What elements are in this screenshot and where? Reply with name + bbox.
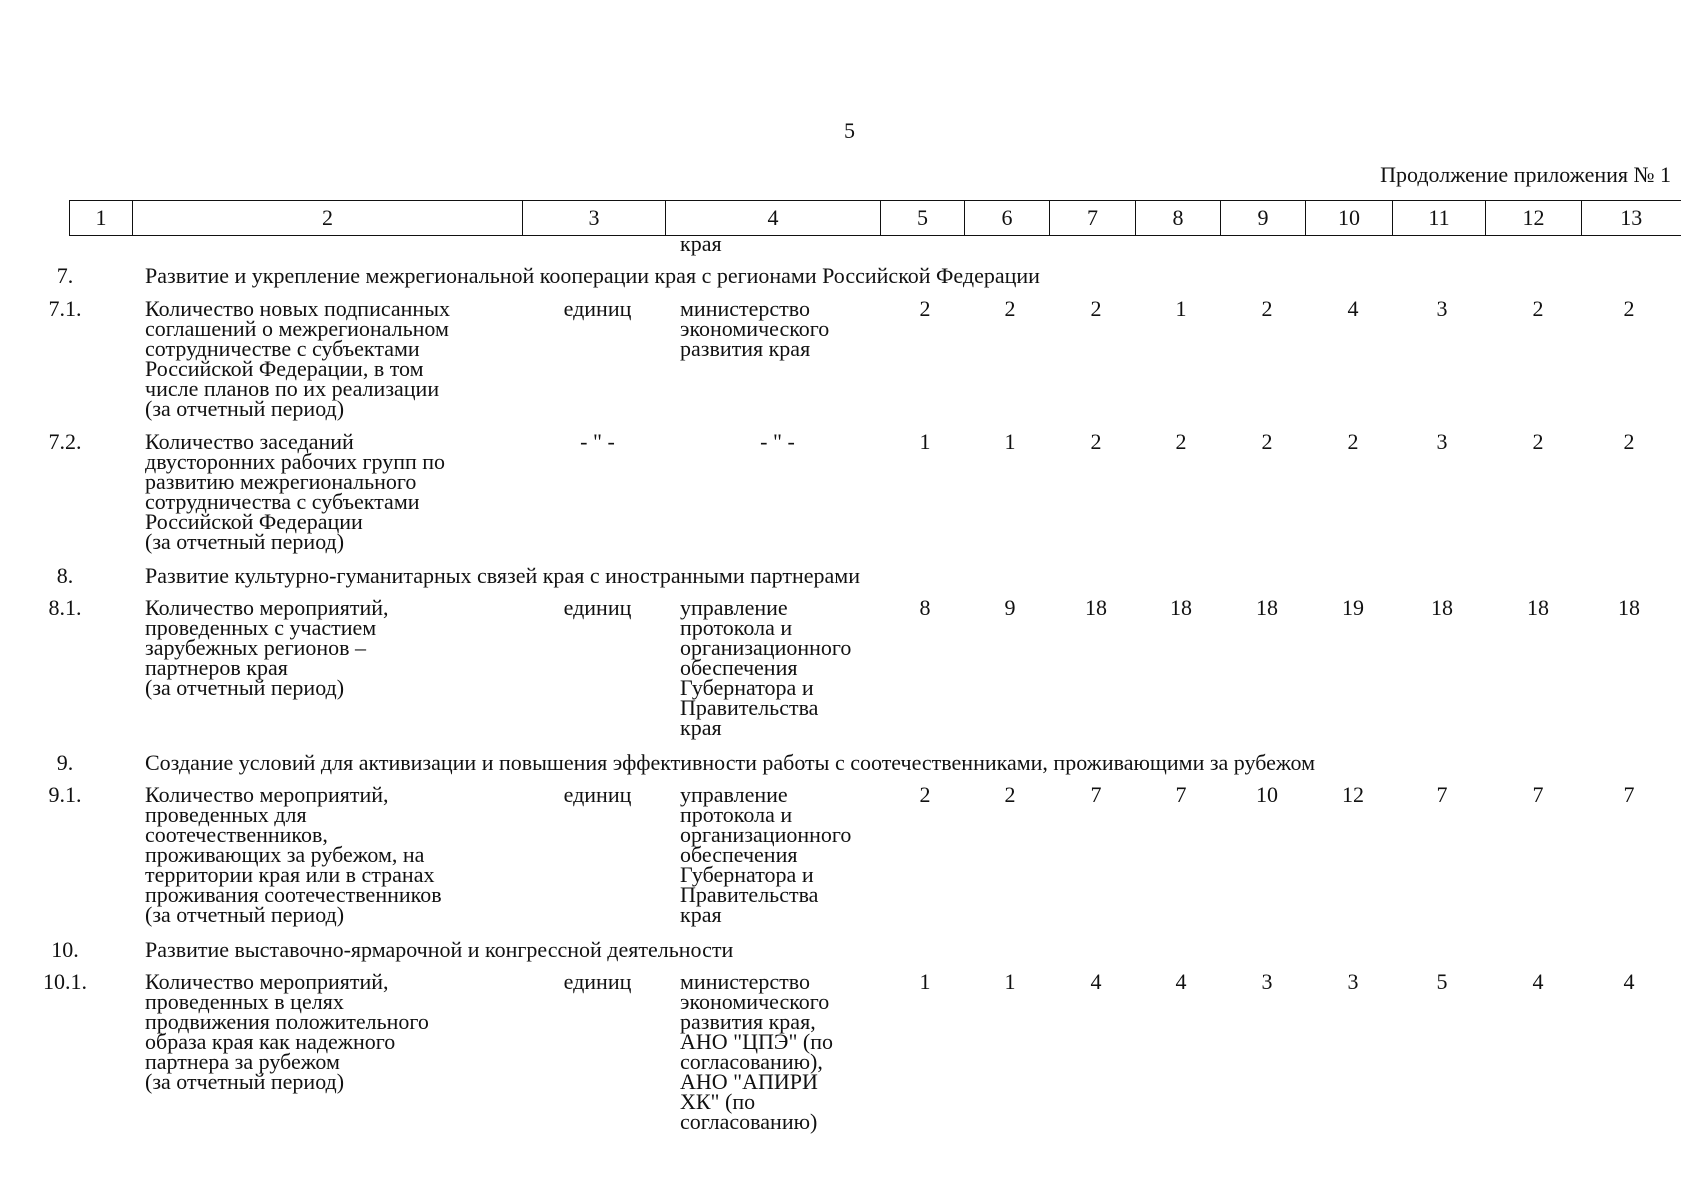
- value-cell: 3: [1261, 969, 1273, 994]
- responsible-text: министерство экономического развития края: [680, 296, 830, 361]
- indicator-text: Количество мероприятий, проведенных для соотечественников, проживающих за рубежом, на территории края или в странах проживания соотечественников (за отчетный период): [145, 782, 442, 927]
- value-cell: 1: [919, 429, 931, 454]
- value-cell: 2: [1532, 296, 1544, 321]
- responsible-text: управление протокола и организационного обеспечения Губернатора и Правительства края: [680, 595, 852, 740]
- value-cell: 2: [1004, 296, 1016, 321]
- value-cell: 4: [1175, 969, 1187, 994]
- section-number: 10.: [51, 937, 79, 962]
- unit-text: единиц: [563, 296, 632, 321]
- value-cell: 18: [1085, 595, 1107, 620]
- value-cell: 2: [1347, 429, 1359, 454]
- indicator-text: Количество мероприятий, проведенных в целях продвижения положительного образа края как надежного партнера за рубежом (за отчетный период): [145, 969, 429, 1094]
- value-cell: 4: [1532, 969, 1544, 994]
- value-cell: 2: [1090, 429, 1102, 454]
- row-number: 8.1.: [48, 595, 82, 620]
- value-cell: 1: [1004, 969, 1016, 994]
- section-title: Развитие культурно-гуманитарных связей края с иностранными партнерами: [145, 563, 860, 588]
- value-cell: 4: [1090, 969, 1102, 994]
- value-cell: 1: [1175, 296, 1187, 321]
- value-cell: 7: [1436, 782, 1448, 807]
- value-cell: 10: [1256, 782, 1278, 807]
- value-cell: 8: [919, 595, 931, 620]
- unit-text: единиц: [563, 782, 632, 807]
- header-cell: 8: [1136, 201, 1221, 236]
- responsible-text: - " -: [760, 429, 795, 454]
- section-number: 9.: [56, 750, 74, 775]
- value-cell: 3: [1347, 969, 1359, 994]
- value-cell: 7: [1090, 782, 1102, 807]
- value-cell: 2: [1175, 429, 1187, 454]
- row-number: 10.1.: [43, 969, 87, 994]
- value-cell: 12: [1342, 782, 1364, 807]
- value-cell: 2: [919, 782, 931, 807]
- section-title: Развитие и укрепление межрегиональной кооперации края с регионами Российской Федерации: [145, 263, 1040, 288]
- value-cell: 18: [1431, 595, 1453, 620]
- value-cell: 19: [1342, 595, 1364, 620]
- continuation-title: Продолжение приложения № 1: [1380, 162, 1671, 187]
- value-cell: 2: [1532, 429, 1544, 454]
- value-cell: 2: [919, 296, 931, 321]
- header-cell: 6: [965, 201, 1050, 236]
- value-cell: 4: [1623, 969, 1635, 994]
- value-cell: 2: [1261, 296, 1273, 321]
- section-number: 7.: [56, 263, 74, 288]
- value-cell: 7: [1623, 782, 1635, 807]
- header-cell: 1: [70, 201, 133, 236]
- row-number: 7.2.: [48, 429, 82, 454]
- indicator-text: Количество мероприятий, проведенных с участием зарубежных регионов – партнеров края (за отчетный период): [145, 595, 389, 700]
- header-cell: 2: [133, 201, 523, 236]
- value-cell: 18: [1170, 595, 1192, 620]
- header-cell: 11: [1393, 201, 1486, 236]
- responsible-text: министерство экономического развития края, АНО "ЦПЭ" (по согласованию), АНО "АПИРИ ХК" (по согласованию): [680, 969, 834, 1134]
- header-cell: 3: [523, 201, 666, 236]
- section-number: 8.: [56, 563, 74, 588]
- header-cell: 13: [1582, 201, 1681, 236]
- section-title: Развитие выставочно-ярмарочной и конгрессной деятельности: [145, 937, 734, 962]
- row-number: 9.1.: [48, 782, 82, 807]
- header-cell: 10: [1306, 201, 1393, 236]
- value-cell: 2: [1623, 429, 1635, 454]
- carried-over-text: края: [680, 231, 722, 256]
- value-cell: 18: [1256, 595, 1278, 620]
- unit-text: - " -: [580, 429, 615, 454]
- value-cell: 4: [1347, 296, 1359, 321]
- row-number: 7.1.: [48, 296, 82, 321]
- header-cell: 4: [666, 201, 881, 236]
- value-cell: 2: [1623, 296, 1635, 321]
- value-cell: 9: [1004, 595, 1016, 620]
- page-number: 5: [844, 118, 855, 143]
- header-cell: 12: [1486, 201, 1582, 236]
- value-cell: 7: [1532, 782, 1544, 807]
- value-cell: 2: [1090, 296, 1102, 321]
- value-cell: 1: [1004, 429, 1016, 454]
- value-cell: 2: [1004, 782, 1016, 807]
- unit-text: единиц: [563, 969, 632, 994]
- value-cell: 18: [1527, 595, 1549, 620]
- header-cell: 9: [1221, 201, 1306, 236]
- header-cell: 7: [1050, 201, 1136, 236]
- unit-text: единиц: [563, 595, 632, 620]
- value-cell: 3: [1436, 296, 1448, 321]
- section-title: Создание условий для активизации и повышения эффективности работы с соотечественниками, проживающими за рубежом: [145, 750, 1316, 775]
- indicator-text: Количество заседаний двусторонних рабочих групп по развитию межрегионального сотрудничества с субъектами Российской Федерации (за отчетный период): [145, 429, 446, 554]
- value-cell: 5: [1436, 969, 1448, 994]
- value-cell: 2: [1261, 429, 1273, 454]
- value-cell: 7: [1175, 782, 1187, 807]
- responsible-text: управление протокола и организационного обеспечения Губернатора и Правительства края: [680, 782, 852, 927]
- value-cell: 1: [919, 969, 931, 994]
- header-cell: 5: [881, 201, 965, 236]
- value-cell: 3: [1436, 429, 1448, 454]
- value-cell: 18: [1618, 595, 1640, 620]
- indicator-text: Количество новых подписанных соглашений о межрегиональном сотрудничестве с субъектами Российской Федерации, в том числе планов по их реализации (за отчетный период): [145, 296, 450, 421]
